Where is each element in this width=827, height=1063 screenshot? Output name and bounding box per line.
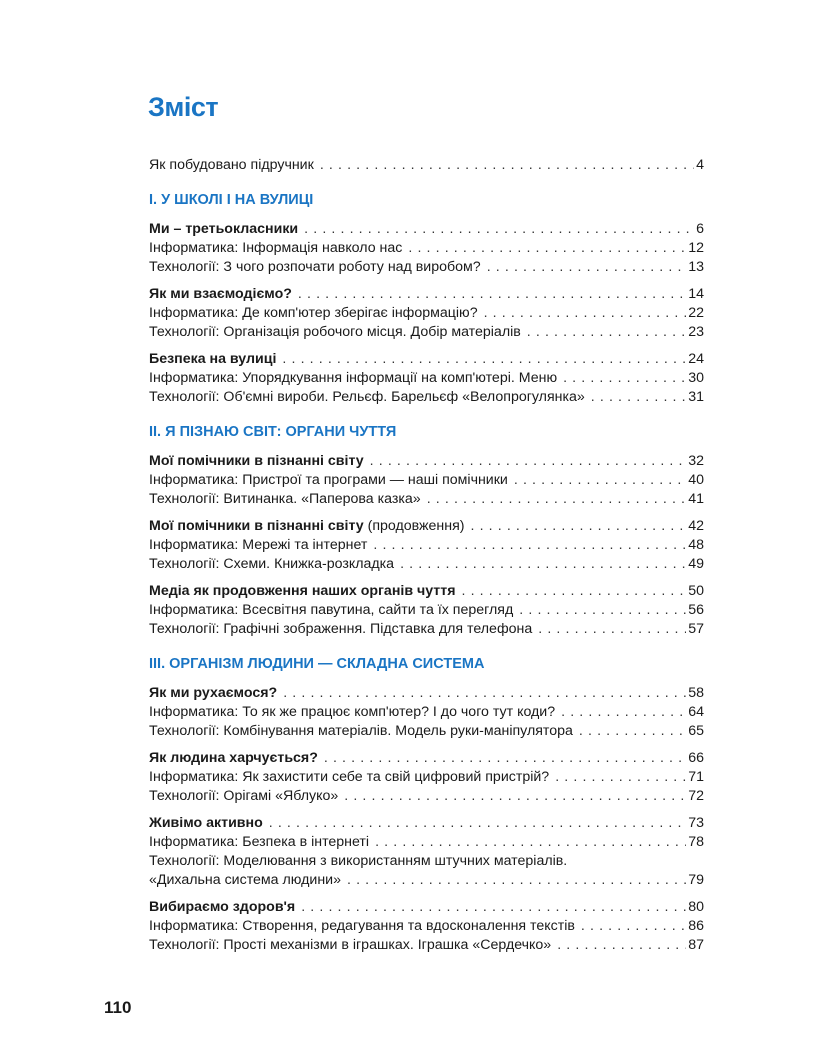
toc-entry-topic: Як ми рухаємося? xyxy=(149,685,278,701)
toc-entry-text: Технології: Витинанка. «Паперова казка» xyxy=(149,491,421,507)
toc-entry-label xyxy=(149,490,421,509)
section-heading: І. У ШКОЛІ І НА ВУЛИЦІ xyxy=(149,192,314,208)
page-number: 110 xyxy=(104,998,132,1017)
leader-dots xyxy=(304,220,694,239)
toc-entry-page: 4 xyxy=(696,157,704,173)
toc-entry[interactable] xyxy=(149,369,704,388)
toc-entry-page: 42 xyxy=(688,518,704,534)
toc-entry[interactable] xyxy=(149,814,704,833)
leader-dots xyxy=(408,239,686,258)
toc-entry-text: Інформатика: То як же працює комп'ютер? І до чого тут коди? xyxy=(149,704,556,720)
section-heading: ІІ. Я ПІЗНАЮ СВІТ: ОРГАНИ ЧУТТЯ xyxy=(149,424,397,440)
leader-dots xyxy=(347,871,686,890)
group-gap xyxy=(149,277,704,285)
leader-dots xyxy=(484,304,687,323)
toc-entry-topic: Безпека на вулиці xyxy=(149,351,277,367)
toc-entry-topic: Медіа як продовження наших органів чуття xyxy=(149,583,456,599)
toc-entry[interactable] xyxy=(149,350,704,369)
leader-dots xyxy=(373,536,686,555)
toc-entry[interactable] xyxy=(149,388,704,407)
leader-dots xyxy=(282,350,686,369)
toc-entry-label xyxy=(149,304,478,323)
toc-entry-label xyxy=(149,369,557,388)
toc-entry-page: 79 xyxy=(688,872,704,888)
toc-entry[interactable] xyxy=(149,490,704,509)
toc-entry[interactable] xyxy=(149,749,704,768)
toc-entry-label xyxy=(149,722,573,741)
toc-entry-label xyxy=(149,684,277,703)
toc-entry-text: Інформатика: Де комп'ютер зберігає інформацію? xyxy=(149,305,478,321)
toc-entry[interactable] xyxy=(149,871,704,890)
toc-entry-page: 50 xyxy=(688,583,704,599)
toc-entry-label xyxy=(149,323,521,342)
leader-dots xyxy=(557,936,686,955)
toc-entry-label xyxy=(149,388,585,407)
toc-entry-topic: Як людина харчується? xyxy=(149,750,318,766)
toc-entry[interactable] xyxy=(149,722,704,741)
toc-entry-text: Інформатика: Створення, редагування та вдосконалення текстів xyxy=(149,918,575,934)
leader-dots xyxy=(555,768,686,787)
toc-entry[interactable] xyxy=(149,684,704,703)
group-gap xyxy=(149,806,704,814)
leader-dots xyxy=(527,323,686,342)
page-title: Зміст xyxy=(148,92,219,122)
group-gap xyxy=(149,890,704,898)
toc-entry-text: Інформатика: Як захистити себе та свій цифровий пристрій? xyxy=(149,769,550,785)
toc-entry-label xyxy=(149,258,481,277)
toc-entry[interactable] xyxy=(149,833,704,852)
leader-dots xyxy=(324,749,686,768)
toc-entry[interactable] xyxy=(149,936,704,955)
leader-dots xyxy=(427,490,687,509)
toc-entry[interactable] xyxy=(149,517,704,536)
toc-entry-text: (продовження) xyxy=(363,518,465,534)
leader-dots xyxy=(470,517,686,536)
leader-dots xyxy=(344,787,686,806)
toc-entry[interactable] xyxy=(149,285,704,304)
toc-entry-label xyxy=(149,601,513,620)
leader-dots xyxy=(519,601,686,620)
toc-entry[interactable] xyxy=(149,536,704,555)
toc-entry-page: 73 xyxy=(688,815,704,831)
toc-entry-label: Як побудовано підручник xyxy=(149,157,314,173)
toc-entry-label xyxy=(149,582,455,601)
toc-entry-page: 12 xyxy=(688,240,704,256)
group-gap xyxy=(149,342,704,350)
toc-entry[interactable] xyxy=(149,917,704,936)
toc-entry-label xyxy=(149,220,298,239)
toc-entry[interactable] xyxy=(149,555,704,574)
toc-entry[interactable] xyxy=(149,852,704,871)
toc-entry-label xyxy=(149,517,464,536)
leader-dots xyxy=(375,833,686,852)
toc-entry[interactable] xyxy=(149,898,704,917)
toc-entry-label xyxy=(149,239,402,258)
toc-entry-page: 78 xyxy=(688,834,704,850)
toc-entry-text: Технології: Об'ємні вироби. Рельєф. Барельєф «Велопрогулянка» xyxy=(149,389,585,405)
toc-entry-page: 87 xyxy=(688,937,704,953)
toc-entry-page: 80 xyxy=(688,899,704,915)
toc-entry-page: 66 xyxy=(688,750,704,766)
leader-dots xyxy=(514,471,686,490)
toc-entry-page: 57 xyxy=(688,621,704,637)
toc-entry-page: 41 xyxy=(688,491,704,507)
toc-entry-label xyxy=(149,917,575,936)
leader-dots xyxy=(298,285,686,304)
toc-entry-topic: Як ми взаємодіємо? xyxy=(149,286,292,302)
toc-entry-text: Інформатика: Всесвітня павутина, сайти та їх перегляд xyxy=(149,602,514,618)
toc-entry[interactable] xyxy=(149,471,704,490)
toc-entry[interactable] xyxy=(149,601,704,620)
toc-entry-label xyxy=(149,936,551,955)
toc-entry-label xyxy=(149,536,367,555)
toc-entry-topic: Ми – третьокласники xyxy=(149,221,299,237)
toc-entry-page: 86 xyxy=(688,918,704,934)
leader-dots xyxy=(591,388,686,407)
toc-entry-page: 6 xyxy=(696,221,704,237)
toc-entry-topic: Мої помічники в пізнанні світу xyxy=(149,518,364,534)
leader-dots xyxy=(320,156,694,175)
toc-entry-page: 14 xyxy=(688,286,704,302)
toc-entry-page: 32 xyxy=(688,453,704,469)
leader-dots xyxy=(563,369,686,388)
toc-entry[interactable] xyxy=(149,220,704,239)
toc-entry[interactable] xyxy=(149,304,704,323)
toc-entry-label xyxy=(149,452,364,471)
leader-dots xyxy=(461,582,686,601)
toc-entry-topic: Мої помічники в пізнанні світу xyxy=(149,453,364,469)
toc-entry-label xyxy=(149,898,295,917)
toc-entry[interactable] xyxy=(149,787,704,806)
toc-entry-text: Інформатика: Мережі та інтернет xyxy=(149,537,368,553)
leader-dots xyxy=(579,722,686,741)
toc-entry-label xyxy=(149,814,263,833)
leader-dots xyxy=(400,555,686,574)
toc-entry[interactable] xyxy=(149,323,704,342)
toc-entry-page: 49 xyxy=(688,556,704,572)
toc-entry-text: Інформатика: Упорядкування інформації на комп'ютері. Меню xyxy=(149,370,558,386)
toc-entry-page: 71 xyxy=(688,769,704,785)
group-gap xyxy=(149,509,704,517)
toc-entry-text: Технології: З чого розпочати роботу над виробом? xyxy=(149,259,481,275)
toc-entry-intro[interactable] xyxy=(149,156,704,175)
toc-entry[interactable] xyxy=(149,768,704,787)
toc-entry-page: 22 xyxy=(688,305,704,321)
group-gap xyxy=(149,741,704,749)
toc-entry-label xyxy=(149,350,276,369)
leader-dots xyxy=(487,258,687,277)
toc-entry-page: 24 xyxy=(688,351,704,367)
leader-dots xyxy=(301,898,686,917)
toc-entry-text: Технології: Прості механізми в іграшках. Іграшка «Сердечко» xyxy=(149,937,552,953)
toc-entry-label xyxy=(149,749,318,768)
toc-entry-text: Технології: Графічні зображення. Підставка для телефона xyxy=(149,621,533,637)
toc-entry-text: Технології: Схеми. Книжка-розкладка xyxy=(149,556,395,572)
toc-entry-label xyxy=(149,871,341,890)
toc-entry-label xyxy=(149,703,555,722)
toc-entry-page: 23 xyxy=(688,324,704,340)
leader-dots xyxy=(538,620,686,639)
toc-entry[interactable] xyxy=(149,258,704,277)
toc-entry-label xyxy=(149,555,394,574)
toc-entry-text: Технології: Орігамі «Яблуко» xyxy=(149,788,339,804)
toc-entry-text: Інформатика: Пристрої та програми — наші помічники xyxy=(149,472,508,488)
leader-dots xyxy=(370,452,687,471)
toc-entry-label xyxy=(149,471,508,490)
leader-dots xyxy=(283,684,686,703)
toc-entry-page: 64 xyxy=(688,704,704,720)
toc-entry-text: Технології: Моделювання з використанням штучних матеріалів. xyxy=(149,853,568,869)
toc-entry-label xyxy=(149,787,338,806)
toc-entry[interactable] xyxy=(149,582,704,601)
toc-entry-page: 40 xyxy=(688,472,704,488)
toc-entry-label xyxy=(149,833,369,852)
toc-entry-text: «Дихальна система людини» xyxy=(149,872,341,888)
toc-entry-text: Технології: Комбінування матеріалів. Модель руки-маніпулятора xyxy=(149,723,573,739)
toc-entry[interactable] xyxy=(149,620,704,639)
toc-entry-text: Інформатика: Інформація навколо нас xyxy=(149,240,403,256)
toc-entry-label xyxy=(149,852,567,871)
toc-entry-page: 48 xyxy=(688,537,704,553)
toc-entry-topic: Живімо активно xyxy=(149,815,263,831)
toc-entry-page: 13 xyxy=(688,259,704,275)
toc-entry[interactable] xyxy=(149,452,704,471)
toc-entry[interactable] xyxy=(149,239,704,258)
toc-entry-page: 30 xyxy=(688,370,704,386)
leader-dots xyxy=(269,814,686,833)
toc-entry-label xyxy=(149,620,532,639)
toc-entry-page: 31 xyxy=(688,389,704,405)
toc-entry-label xyxy=(149,285,292,304)
toc-entry[interactable] xyxy=(149,703,704,722)
toc-entry-text: Технології: Організація робочого місця. Добір матеріалів xyxy=(149,324,521,340)
table-of-contents xyxy=(149,156,704,955)
group-gap xyxy=(149,574,704,582)
toc-entry-page: 72 xyxy=(688,788,704,804)
toc-entry-page: 58 xyxy=(688,685,704,701)
toc-entry-text: Інформатика: Безпека в інтернеті xyxy=(149,834,370,850)
toc-entry-label xyxy=(149,768,549,787)
leader-dots xyxy=(581,917,686,936)
toc-entry-topic: Вибираємо здоров'я xyxy=(149,899,296,915)
toc-entry-page: 65 xyxy=(688,723,704,739)
leader-dots xyxy=(561,703,686,722)
section-heading: ІІІ. ОРГАНІЗМ ЛЮДИНИ — СКЛАДНА СИСТЕМА xyxy=(149,656,485,672)
toc-entry-page: 56 xyxy=(688,602,704,618)
